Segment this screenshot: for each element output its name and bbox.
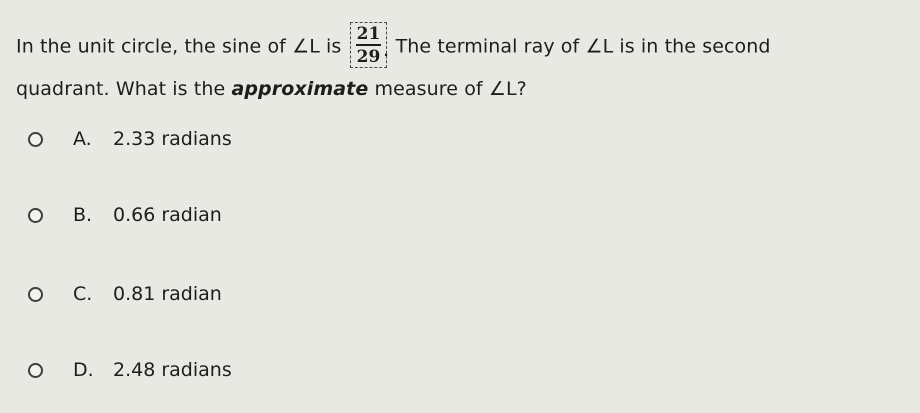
choice-c[interactable] [28, 279, 222, 309]
choice-label: 0.66 radian [113, 204, 222, 226]
sine-fraction-answer-box[interactable] [350, 22, 388, 68]
radio-button-icon[interactable] [28, 208, 43, 223]
question-intro: In the unit circle, the sine of ∠L is [16, 35, 342, 58]
choice-letter: D. [73, 359, 94, 381]
fraction-denominator: 29 [356, 47, 381, 67]
choice-a[interactable] [28, 124, 232, 154]
choice-label: 2.33 radians [113, 128, 232, 150]
fraction-period: . [383, 45, 389, 59]
choice-d[interactable] [28, 355, 232, 385]
radio-button-icon[interactable] [28, 287, 43, 302]
fraction-numerator: 21 [356, 24, 381, 44]
question-continuation: The terminal ray of ∠L is in the second [395, 35, 771, 58]
choice-letter: B. [73, 204, 93, 226]
choice-label: 0.81 radian [113, 283, 222, 305]
choice-letter: C. [73, 283, 93, 305]
question-text [16, 24, 911, 105]
question-line2-start: quadrant. What is the [16, 78, 226, 100]
choice-label: 2.48 radians [113, 359, 232, 381]
question-line-1 [16, 24, 911, 67]
choice-b[interactable] [28, 200, 222, 230]
question-line-2 [16, 73, 911, 105]
radio-button-icon[interactable] [28, 363, 43, 378]
choice-letter: A. [73, 128, 92, 150]
question-line2-end: measure of ∠L? [374, 78, 527, 100]
question-emphasis: approximate [231, 78, 369, 100]
radio-button-icon[interactable] [28, 132, 43, 147]
